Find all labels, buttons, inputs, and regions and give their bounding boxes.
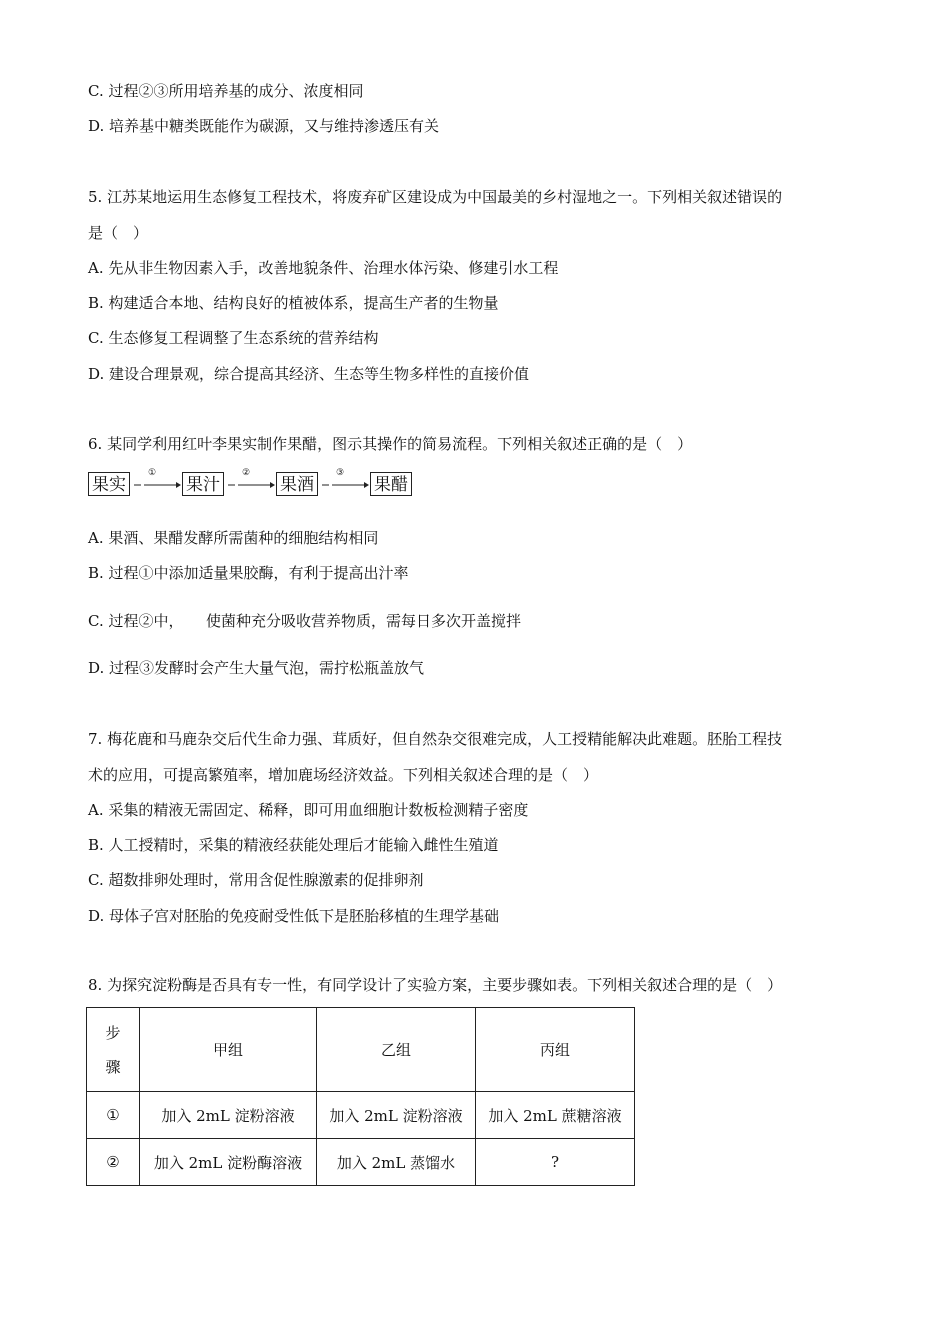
header-group-c: 丙组 xyxy=(476,1008,635,1092)
table-cell: 加入 2mL 蒸馏水 xyxy=(317,1139,476,1186)
q7-option-a: A. 采集的精液无需固定、稀释，即可用血细胞计数板检测精子密度 xyxy=(88,801,529,819)
table-header-row xyxy=(87,1008,635,1092)
q6-option-c: C. 过程②中， 使菌种充分吸收营养物质，需每日多次开盖搅拌 xyxy=(88,612,521,630)
flow-arrow-2 xyxy=(224,468,276,496)
table-cell: 加入 2mL 淀粉溶液 xyxy=(140,1092,317,1139)
q7-stem-line2: 术的应用，可提高繁殖率，增加鹿场经济效益。下列相关叙述合理的是（ ） xyxy=(88,766,599,784)
q7-option-c: C. 超数排卵处理时，常用含促性腺激素的促排卵剂 xyxy=(88,871,424,889)
table-row xyxy=(87,1092,635,1139)
row-step-label: ① xyxy=(87,1092,140,1139)
table-cell: ? xyxy=(476,1139,635,1186)
process-flow-diagram xyxy=(88,470,412,498)
flow-arrow-label-1: ① xyxy=(148,468,157,478)
header-group-b: 乙组 xyxy=(317,1008,476,1092)
table-cell: 加入 2mL 蔗糖溶液 xyxy=(476,1092,635,1139)
q5-option-c: C. 生态修复工程调整了生态系统的营养结构 xyxy=(88,329,379,347)
header-step-top: 步 xyxy=(105,1023,121,1042)
header-group-a: 甲组 xyxy=(140,1008,317,1092)
table-cell: 加入 2mL 淀粉溶液 xyxy=(317,1092,476,1139)
q7-option-d: D. 母体子宫对胚胎的免疫耐受性低下是胚胎移植的生理学基础 xyxy=(88,907,500,925)
q7-stem-line1: 7. 梅花鹿和马鹿杂交后代生命力强、茸质好，但自然杂交很难完成，人工授精能解决此难题。胚胎工程技 xyxy=(88,730,783,748)
flow-step-juice: 果汁 xyxy=(182,472,224,496)
header-step-bottom: 骤 xyxy=(105,1057,121,1076)
q4-option-c: C. 过程②③所用培养基的成分、浓度相同 xyxy=(88,82,364,100)
flow-step-wine: 果酒 xyxy=(276,472,318,496)
q5-stem-line1: 5. 江苏某地运用生态修复工程技术，将废弃矿区建设成为中国最美的乡村湿地之一。下列相关叙述错误的 xyxy=(88,188,783,206)
header-step-cell xyxy=(87,1008,140,1092)
q7-option-b: B. 人工授精时，采集的精液经获能处理后才能输入雌性生殖道 xyxy=(88,836,499,854)
q5-stem-line2: 是（ ） xyxy=(88,224,149,242)
q5-option-b: B. 构建适合本地、结构良好的植被体系，提高生产者的生物量 xyxy=(88,294,499,312)
q6-option-d: D. 过程③发酵时会产生大量气泡，需拧松瓶盖放气 xyxy=(88,659,425,677)
experiment-steps-table xyxy=(86,1007,635,1186)
q5-option-a: A. 先从非生物因素入手，改善地貌条件、治理水体污染、修建引水工程 xyxy=(88,259,559,277)
q6-stem: 6. 某同学利用红叶李果实制作果醋，图示其操作的简易流程。下列相关叙述正确的是（ ） xyxy=(88,435,693,453)
table-cell: 加入 2mL 淀粉酶溶液 xyxy=(140,1139,317,1186)
flow-step-fruit: 果实 xyxy=(88,472,130,496)
q4-option-d: D. 培养基中糖类既能作为碳源，又与维持渗透压有关 xyxy=(88,117,440,135)
flow-arrow-3 xyxy=(318,468,370,496)
table-row xyxy=(87,1139,635,1186)
flow-arrow-label-2: ② xyxy=(242,468,251,478)
row-step-label: ② xyxy=(87,1139,140,1186)
q6-option-b: B. 过程①中添加适量果胶酶，有利于提高出汁率 xyxy=(88,564,409,582)
q8-stem: 8. 为探究淀粉酶是否具有专一性，有同学设计了实验方案，主要步骤如表。下列相关叙述合理的是（ ） xyxy=(88,976,783,994)
q6-option-a: A. 果酒、果醋发酵所需菌种的细胞结构相同 xyxy=(88,529,379,547)
flow-arrow-1 xyxy=(130,468,182,496)
flow-step-vinegar: 果醋 xyxy=(370,472,412,496)
q5-option-d: D. 建设合理景观，综合提高其经济、生态等生物多样性的直接价值 xyxy=(88,365,530,383)
flow-arrow-label-3: ③ xyxy=(336,468,345,478)
